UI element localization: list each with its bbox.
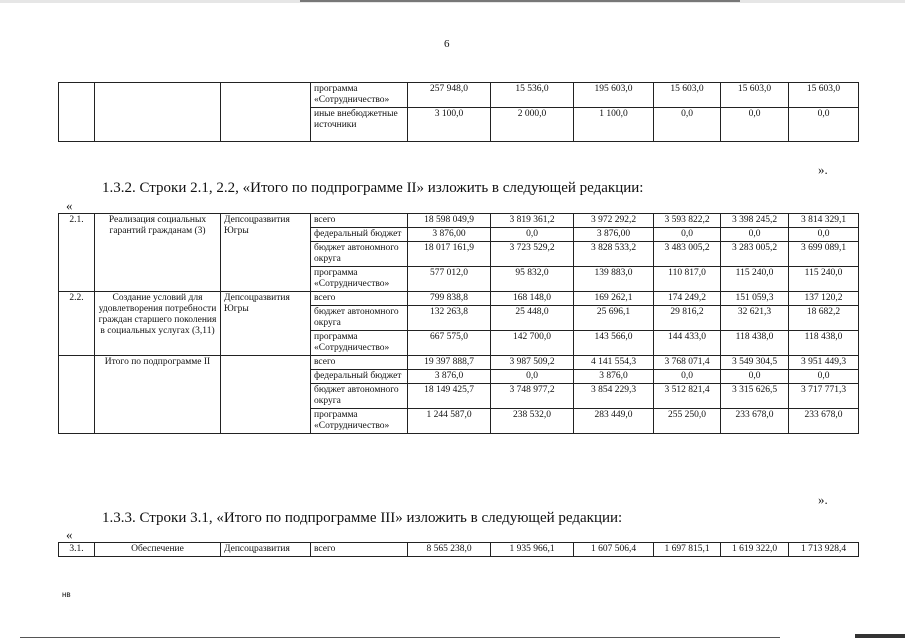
funding-source-cell: бюджет автономного округа	[311, 384, 408, 409]
value-cell: 3 876,0	[574, 370, 654, 384]
value-cell: 799 838,8	[408, 292, 491, 306]
funding-source-cell: всего	[311, 292, 408, 306]
value-cell: 15 603,0	[654, 83, 721, 108]
value-cell: 0,0	[654, 108, 721, 142]
value-cell: 15 536,0	[491, 83, 574, 108]
value-cell: 0,0	[721, 228, 789, 242]
executor-cell: Депсоцразвития Югры	[221, 292, 311, 356]
value-cell: 3 828 533,2	[574, 242, 654, 267]
value-cell: 3 593 822,2	[654, 214, 721, 228]
executor-cell: Депсоцразвития Югры	[221, 214, 311, 292]
closing-quote-1: ».	[818, 162, 828, 177]
value-cell: 577 012,0	[408, 267, 491, 292]
value-cell: 132 263,8	[408, 306, 491, 331]
funding-source-cell: федеральный бюджет	[311, 228, 408, 242]
value-cell: 0,0	[789, 370, 859, 384]
funding-source-cell: иные внебюджетные источники	[311, 108, 408, 142]
value-cell: 0,0	[491, 228, 574, 242]
value-cell: 29 816,2	[654, 306, 721, 331]
value-cell: 3 315 626,5	[721, 384, 789, 409]
scan-edge-bottom	[0, 632, 905, 640]
funding-source-cell: программа «Сотрудничество»	[311, 409, 408, 434]
activity-name-cell: Итого по подпрограмме II	[95, 356, 221, 434]
value-cell: 19 397 888,7	[408, 356, 491, 370]
value-cell: 1 713 928,4	[789, 543, 859, 557]
value-cell: 1 607 506,4	[574, 543, 654, 557]
value-cell: 3 876,00	[408, 228, 491, 242]
value-cell: 1 935 966,1	[491, 543, 574, 557]
value-cell: 1 697 815,1	[654, 543, 721, 557]
value-cell: 0,0	[721, 108, 789, 142]
activity-name-cell	[95, 83, 221, 142]
value-cell: 3 819 361,2	[491, 214, 574, 228]
section-133-heading: 1.3.3. Строки 3.1, «Итого по подпрограмме III» изложить в следующей редакции:	[102, 510, 623, 526]
row-number-cell	[59, 83, 95, 142]
table-row	[59, 543, 859, 557]
value-cell: 0,0	[654, 228, 721, 242]
value-cell: 32 621,3	[721, 306, 789, 331]
value-cell: 3 483 005,2	[654, 242, 721, 267]
funding-source-cell: федеральный бюджет	[311, 370, 408, 384]
funding-source-cell: бюджет автономного округа	[311, 306, 408, 331]
page-number: 6	[444, 38, 450, 50]
value-cell: 3 876,00	[574, 228, 654, 242]
subprogram-iii-table	[58, 542, 859, 557]
footer-mark: нв	[62, 590, 71, 599]
table-row	[59, 83, 859, 108]
value-cell: 144 433,0	[654, 331, 721, 356]
value-cell: 238 532,0	[491, 409, 574, 434]
value-cell: 3 283 005,2	[721, 242, 789, 267]
value-cell: 18 149 425,7	[408, 384, 491, 409]
value-cell: 3 699 089,1	[789, 242, 859, 267]
value-cell: 233 678,0	[721, 409, 789, 434]
value-cell: 3 549 304,5	[721, 356, 789, 370]
value-cell: 0,0	[789, 228, 859, 242]
value-cell: 118 438,0	[789, 331, 859, 356]
value-cell: 283 449,0	[574, 409, 654, 434]
activity-name-cell: Создание условий для удовлетворения потребности граждан старшего поколения в социальных услугах (3,11)	[95, 292, 221, 356]
value-cell: 0,0	[654, 370, 721, 384]
value-cell: 15 603,0	[721, 83, 789, 108]
funding-source-cell: всего	[311, 356, 408, 370]
activity-name-cell: Реализация социальных гарантий гражданам (3)	[95, 214, 221, 292]
executor-cell	[221, 83, 311, 142]
closing-quote-2: ».	[818, 492, 828, 507]
row-number-cell	[59, 356, 95, 434]
value-cell: 169 262,1	[574, 292, 654, 306]
value-cell: 3 951 449,3	[789, 356, 859, 370]
section-133-open-quote: «	[66, 527, 73, 542]
value-cell: 139 883,0	[574, 267, 654, 292]
value-cell: 18 017 161,9	[408, 242, 491, 267]
funding-source-cell: всего	[311, 543, 408, 557]
row-number-cell: 3.1.	[59, 543, 95, 557]
section-132-heading: 1.3.2. Строки 2.1, 2.2, «Итого по подпрограмме II» изложить в следующей редакции:	[102, 180, 644, 196]
value-cell: 115 240,0	[789, 267, 859, 292]
value-cell: 3 876,0	[408, 370, 491, 384]
value-cell: 3 854 229,3	[574, 384, 654, 409]
value-cell: 3 814 329,1	[789, 214, 859, 228]
value-cell: 667 575,0	[408, 331, 491, 356]
table-row	[59, 356, 859, 370]
value-cell: 25 448,0	[491, 306, 574, 331]
value-cell: 3 717 771,3	[789, 384, 859, 409]
table-row	[59, 292, 859, 306]
value-cell: 18 598 049,9	[408, 214, 491, 228]
scan-edge-top	[0, 0, 905, 3]
value-cell: 3 512 821,4	[654, 384, 721, 409]
value-cell: 151 059,3	[721, 292, 789, 306]
value-cell: 95 832,0	[491, 267, 574, 292]
row-number-cell: 2.2.	[59, 292, 95, 356]
value-cell: 0,0	[721, 370, 789, 384]
value-cell: 143 566,0	[574, 331, 654, 356]
funding-source-cell: бюджет автономного округа	[311, 242, 408, 267]
value-cell: 168 148,0	[491, 292, 574, 306]
funding-source-cell: программа «Сотрудничество»	[311, 331, 408, 356]
value-cell: 3 100,0	[408, 108, 491, 142]
executor-cell: Депсоцразвития	[221, 543, 311, 557]
subprogram-ii-table	[58, 213, 859, 434]
value-cell: 15 603,0	[789, 83, 859, 108]
executor-cell	[221, 356, 311, 434]
funding-source-cell: всего	[311, 214, 408, 228]
value-cell: 25 696,1	[574, 306, 654, 331]
value-cell: 1 244 587,0	[408, 409, 491, 434]
value-cell: 0,0	[491, 370, 574, 384]
value-cell: 137 120,2	[789, 292, 859, 306]
value-cell: 1 100,0	[574, 108, 654, 142]
value-cell: 233 678,0	[789, 409, 859, 434]
row-number-cell: 2.1.	[59, 214, 95, 292]
value-cell: 257 948,0	[408, 83, 491, 108]
top-budget-table	[58, 82, 859, 142]
activity-name-cell: Обеспечение	[95, 543, 221, 557]
value-cell: 3 972 292,2	[574, 214, 654, 228]
value-cell: 115 240,0	[721, 267, 789, 292]
value-cell: 8 565 238,0	[408, 543, 491, 557]
value-cell: 4 141 554,3	[574, 356, 654, 370]
funding-source-cell: программа «Сотрудничество»	[311, 83, 408, 108]
value-cell: 3 748 977,2	[491, 384, 574, 409]
value-cell: 195 603,0	[574, 83, 654, 108]
section-132-open-quote: «	[66, 198, 73, 213]
value-cell: 18 682,2	[789, 306, 859, 331]
value-cell: 3 398 245,2	[721, 214, 789, 228]
value-cell: 118 438,0	[721, 331, 789, 356]
value-cell: 2 000,0	[491, 108, 574, 142]
value-cell: 3 768 071,4	[654, 356, 721, 370]
value-cell: 3 723 529,2	[491, 242, 574, 267]
value-cell: 174 249,2	[654, 292, 721, 306]
value-cell: 142 700,0	[491, 331, 574, 356]
value-cell: 255 250,0	[654, 409, 721, 434]
table-row	[59, 214, 859, 228]
value-cell: 1 619 322,0	[721, 543, 789, 557]
value-cell: 0,0	[789, 108, 859, 142]
value-cell: 3 987 509,2	[491, 356, 574, 370]
value-cell: 110 817,0	[654, 267, 721, 292]
funding-source-cell: программа «Сотрудничество»	[311, 267, 408, 292]
